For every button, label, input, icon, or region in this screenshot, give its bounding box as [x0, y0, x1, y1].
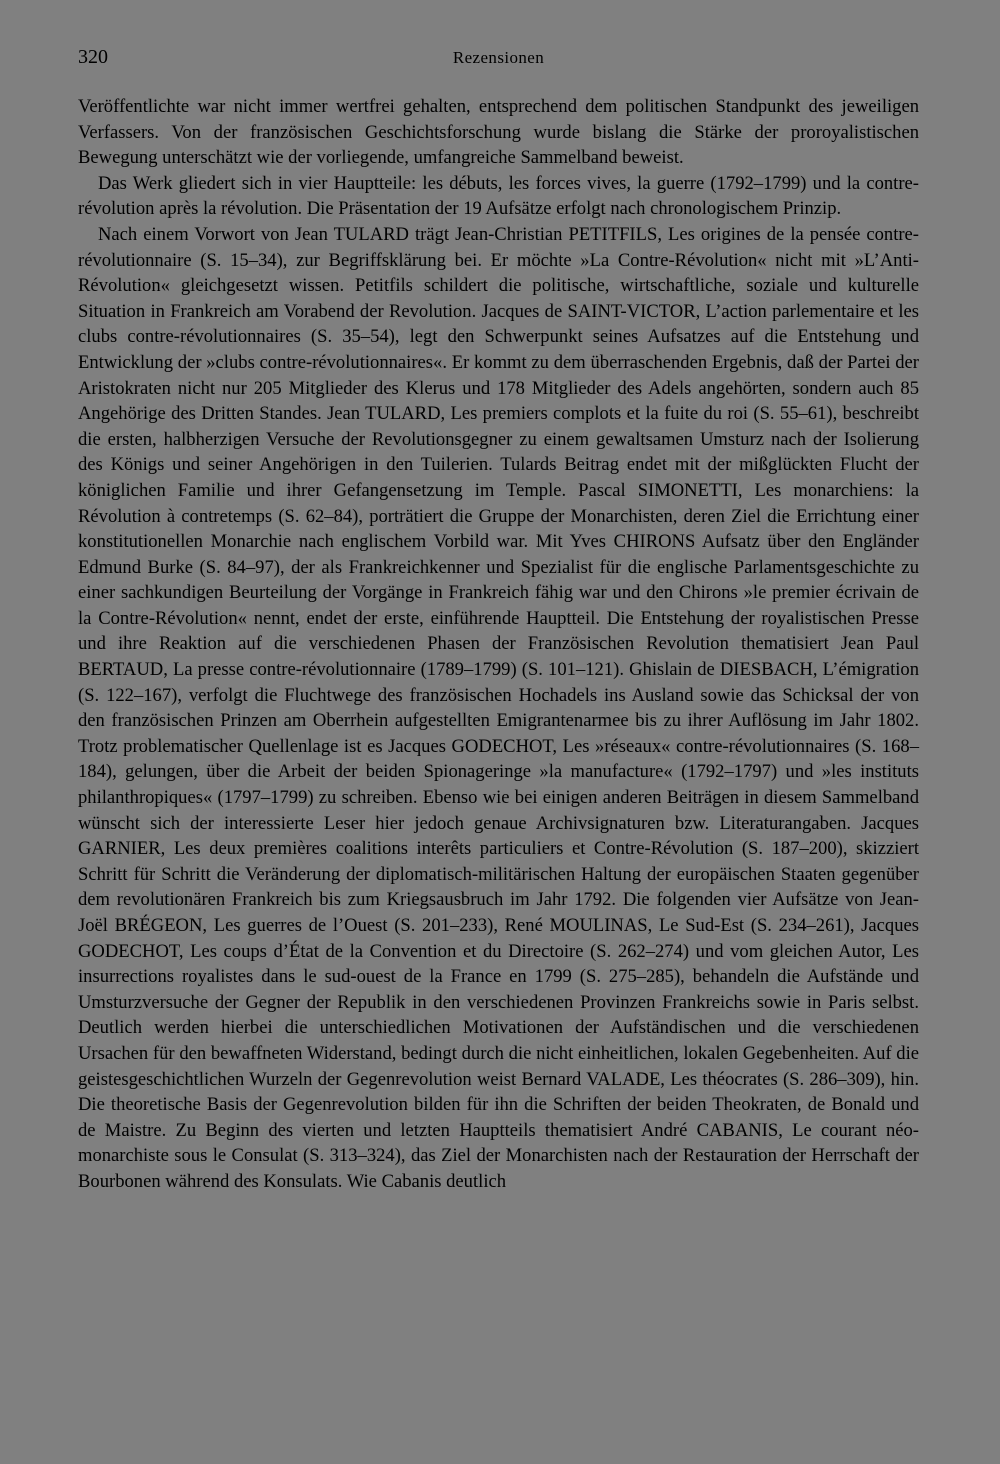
- paragraph-contents: Nach einem Vorwort von Jean TULARD trägt Jean-Christian PETITFILS, Les origines de la pensée contre-révolutionnaire (S. 15–34), zur Begriffsklärung bei. Er möchte »La Contre-Révolution« nicht mit »L’Anti-Révolution« gleichgesetzt wissen. Petitfils schildert die politische, wirtschaftliche, soziale und kulturelle Situation in Frankreich am Vorabend der Revolution. Jacques de SAINT-VICTOR, L’action parlementaire et les clubs contre-révolutionnaires (S. 35–54), legt den Schwerpunkt seines Aufsatzes auf die Entstehung und Entwicklung der »clubs contre-révolutionnaires«. Er kommt zu dem überraschenden Ergebnis, daß der Partei der Aristokraten nicht nur 205 Mitglieder des Klerus und 178 Mitglieder des Adels angehörten, sondern auch 85 Angehörige des Dritten Standes. Jean TULARD, Les premiers complots et la fuite du roi (S. 55–61), beschreibt die ersten, halbherzigen Versuche der Revolutionsgegner zu einem gewaltsamen Umsturz nach der Isolierung des Königs und seiner Angehörigen in den Tuilerien. Tulards Beitrag endet mit der mißglückten Flucht der königlichen Familie und ihrer Gefangensetzung im Temple. Pascal SIMONETTI, Les monarchiens: la Révolution à contretemps (S. 62–84), porträtiert die Gruppe der Monarchisten, deren Ziel die Errichtung einer konstitutionellen Monarchie nach englischem Vorbild war. Mit Yves CHIRONS Aufsatz über den Engländer Edmund Burke (S. 84–97), der als Frankreichkenner und Spezialist für die englische Parlamentsgeschichte zu einer sachkundigen Beurteilung der Vorgänge in Frankreich fähig war und den Chirons »le premier écrivain de la Contre-Révolution« nennt, endet der erste, einführende Hauptteil. Die Entstehung der royalistischen Presse und ihre Reaktion auf die verschiedenen Phasen der Französischen Revolution thematisiert Jean Paul BERTAUD, La presse contre-révolutionnaire (1789–1799) (S. 101–121). Ghislain de DIESBACH, L’émigration (S. 122–167), verfolgt die Fluchtwege des französischen Hochadels ins Ausland sowie das Schicksal der von den französischen Prinzen am Oberrhein aufgestellten Emigrantenarmee bis zu ihrer Auflösung im Jahr 1802. Trotz problematischer Quellenlage ist es Jacques GODECHOT, Les »réseaux« contre-révolutionnaires (S. 168–184), gelungen, über die Arbeit der beiden Spionageringe »la manufacture« (1792–1797) und »les instituts philanthropiques« (1797–1799) zu schreiben. Ebenso wie bei einigen anderen Beiträgen in diesem Sammelband wünscht sich der interessierte Leser hier jedoch genaue Archivsignaturen bzw. Literaturangaben. Jacques GARNIER, Les deux premières coalitions interêts particuliers et Contre-Révolution (S. 187–200), skizziert Schritt für Schritt die Veränderung der diplomatisch-militärischen Haltung der europäischen Staaten gegenüber dem revolutionären Frankreich bis zum Kriegsausbruch im Jahr 1792. Die folgenden vier Aufsätze von Jean-Joël BRÉGEON, Les guerres de l’Ouest (S. 201–233), René MOULINAS, Le Sud-Est (S. 234–261), Jacques GODECHOT, Les coups d’État de la Convention et du Directoire (S. 262–274) und vom gleichen Autor, Les insurrections royalistes dans le sud-ouest de la France en 1799 (S. 275–285), behandeln die Aufstände und Umsturzversuche der Gegner der Republik in den verschiedenen Provinzen Frankreichs sowie in Paris selbst. Deutlich werden hierbei die unterschiedlichen Motivationen der Aufständischen und die verschiedenen Ursachen für den bewaffneten Widerstand, bedingt durch die nicht einheitlichen, lokalen Gegebenheiten. Auf die geistesgeschichtlichen Wurzeln der Gegenrevolution weist Bernard VALADE, Les théocrates (S. 286–309), hin. Die theoretische Basis der Gegenrevolution bilden für ihn die Schriften der beiden Theokraten, de Bonald und de Maistre. Zu Beginn des vierten und letzten Hauptteils thematisiert André CABANIS, Le courant néo-monarchiste sous le Consulat (S. 313–324), das Ziel der Monarchisten nach der Restauration der Herrschaft der Bourbonen während des Konsulats. Wie Cabanis deutlich: [78, 223, 919, 1192]
- paragraph-structure: Das Werk gliedert sich in vier Hauptteile: les débuts, les forces vives, la guerre (1792–1799) und la contre-révolution après la révolution. Die Präsentation der 19 Aufsätze erfolgt nach chronologischem Prinzip.: [78, 172, 919, 220]
- running-head: Rezensionen: [452, 48, 545, 67]
- body-text: [78, 94, 919, 1195]
- page-header: [78, 40, 919, 74]
- page-number: 320: [78, 46, 108, 68]
- paragraph-continuation: Veröffentlichte war nicht immer wertfrei gehalten, entsprechend dem politischen Standpunkt des jeweiligen Verfassers. Von der französischen Geschichtsforschung wurde bislang die Stärke der proroyalistischen Bewegung unterschätzt wie der vorliegende, umfangreiche Sammelband beweist.: [78, 96, 919, 169]
